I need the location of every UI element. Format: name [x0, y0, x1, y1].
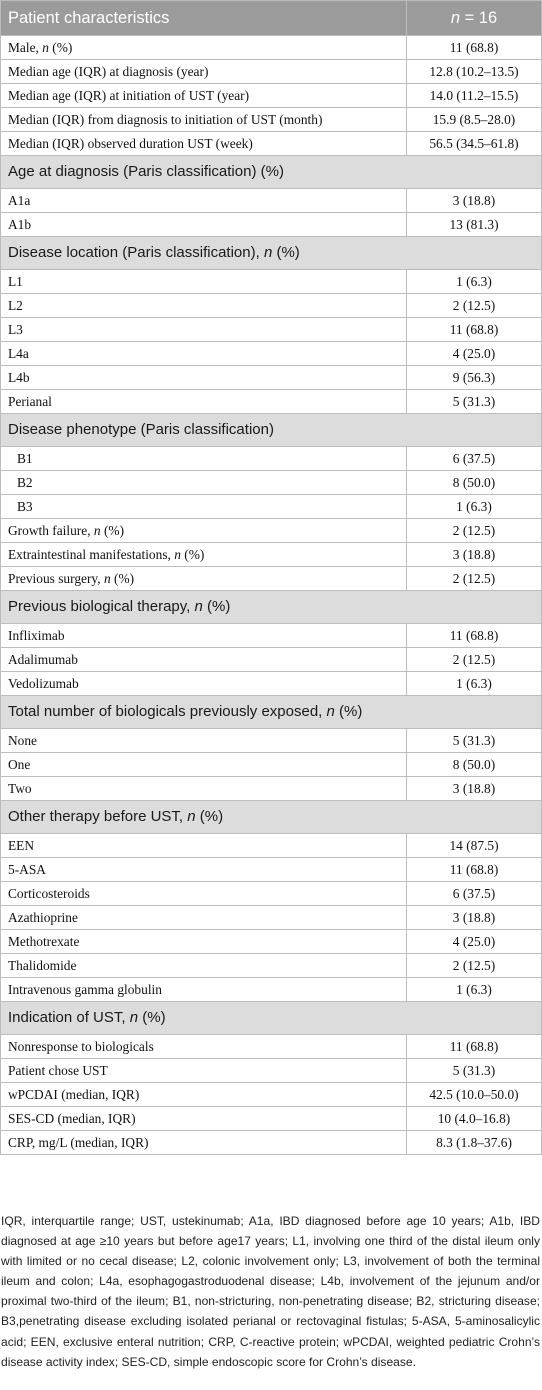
row-value: 8 (50.0): [407, 753, 542, 777]
table-row: [1, 624, 542, 648]
table-row: [1, 1131, 542, 1155]
table-row: [1, 108, 542, 132]
row-label-italic: n: [129, 1009, 139, 1026]
row-label-text: Patient chose UST: [8, 1063, 108, 1078]
row-label-text: Infliximab: [8, 628, 65, 643]
section-header-label: [1, 156, 542, 189]
table-row: [1, 36, 542, 60]
row-label: [1, 624, 407, 648]
section-header-label: [1, 696, 542, 729]
row-label: [1, 390, 407, 414]
row-label: [1, 567, 407, 591]
row-label-text: Previous surgery,: [8, 571, 104, 586]
row-value: 1 (6.3): [407, 495, 542, 519]
table-row: [1, 1035, 542, 1059]
row-label-text: Median (IQR) from diagnosis to initiation of UST (month): [8, 112, 323, 127]
row-label: [1, 834, 407, 858]
row-label-text: Total number of biologicals previously exposed,: [8, 703, 327, 720]
table-row: [1, 753, 542, 777]
row-label-text: Age at diagnosis (Paris classification) (%): [8, 163, 284, 180]
row-value: 11 (68.8): [407, 1035, 542, 1059]
row-value: 42.5 (10.0–50.0): [407, 1083, 542, 1107]
table-row: [1, 1083, 542, 1107]
row-label: [1, 648, 407, 672]
row-label-text: Disease location (Paris classification),: [8, 244, 264, 261]
table-row: [1, 648, 542, 672]
row-label-text: Disease phenotype (Paris classification): [8, 421, 274, 438]
row-label-text: A1a: [8, 193, 31, 208]
header-value-post: = 16: [460, 9, 498, 27]
table-row: [1, 1059, 542, 1083]
row-label-text: Growth failure,: [8, 523, 94, 538]
row-label-text: Azathioprine: [8, 910, 78, 925]
row-label-italic: n: [174, 547, 181, 562]
table-row: [1, 672, 542, 696]
row-value: 12.8 (10.2–13.5): [407, 60, 542, 84]
row-label-suffix: (%): [110, 571, 135, 586]
row-label-text: Perianal: [8, 394, 52, 409]
row-value: 14.0 (11.2–15.5): [407, 84, 542, 108]
row-label-italic: n: [93, 523, 101, 538]
row-label-text: Adalimumab: [8, 652, 78, 667]
row-label-text: Methotrexate: [8, 934, 80, 949]
row-value: 3 (18.8): [407, 777, 542, 801]
section-header-label: [1, 801, 542, 834]
table-row: [1, 954, 542, 978]
section-header-row: [1, 237, 542, 270]
row-label-text: Indication of UST,: [8, 1009, 130, 1026]
row-value: 2 (12.5): [407, 519, 542, 543]
table-row: [1, 567, 542, 591]
row-label: [1, 36, 407, 60]
row-label-text: B2: [17, 475, 33, 490]
row-label-suffix: (%): [272, 244, 300, 261]
row-label-text: Extraintestinal manifestations,: [8, 547, 175, 562]
row-label-suffix: (%): [138, 1009, 166, 1026]
row-label-italic: n: [42, 40, 49, 55]
table-row: [1, 132, 542, 156]
row-label-suffix: (%): [180, 547, 205, 562]
row-value: 15.9 (8.5–28.0): [407, 108, 542, 132]
section-header-row: [1, 1002, 542, 1035]
row-label-text: CRP, mg/L (median, IQR): [8, 1135, 149, 1150]
row-value: 11 (68.8): [407, 36, 542, 60]
table-row: [1, 543, 542, 567]
row-label: [1, 270, 407, 294]
row-value: 3 (18.8): [407, 543, 542, 567]
table-row: [1, 294, 542, 318]
row-label-suffix: (%): [334, 703, 363, 720]
row-label-text: Previous biological therapy,: [8, 598, 195, 615]
row-label-text: EEN: [8, 838, 35, 853]
row-value: 1 (6.3): [407, 672, 542, 696]
row-label-text: One: [8, 757, 31, 772]
row-label-italic: n: [103, 571, 111, 586]
row-label-text: Two: [8, 781, 32, 796]
table-row: [1, 189, 542, 213]
section-header-row: [1, 591, 542, 624]
row-label-text: Thalidomide: [8, 958, 77, 973]
row-value: 4 (25.0): [407, 930, 542, 954]
row-label-text: L4b: [8, 370, 30, 385]
row-label-suffix: (%): [48, 40, 73, 55]
row-label: [1, 84, 407, 108]
header-value-italic: n: [450, 9, 460, 27]
section-header-label: [1, 414, 542, 447]
section-header-label: [1, 237, 542, 270]
table-row: [1, 906, 542, 930]
row-value: 8.3 (1.8–37.6): [407, 1131, 542, 1155]
table-row: [1, 777, 542, 801]
table-row: [1, 495, 542, 519]
table-row: [1, 366, 542, 390]
table-row: [1, 390, 542, 414]
row-label-text: Median age (IQR) at initiation of UST (year): [8, 88, 250, 103]
row-label-suffix: (%): [202, 598, 231, 615]
row-label-italic: n: [194, 598, 203, 615]
table-row: [1, 447, 542, 471]
row-label: [1, 978, 407, 1002]
table-row: [1, 930, 542, 954]
row-label-text: A1b: [8, 217, 32, 232]
row-label-italic: n: [187, 808, 196, 825]
row-label: [1, 1035, 407, 1059]
row-label: [1, 366, 407, 390]
row-label: [1, 60, 407, 84]
row-label: [1, 906, 407, 930]
row-label-text: SES-CD (median, IQR): [8, 1111, 136, 1126]
row-value: 11 (68.8): [407, 624, 542, 648]
row-label-text: Male,: [8, 40, 43, 55]
table-row: [1, 318, 542, 342]
section-header-row: [1, 696, 542, 729]
row-label: [1, 729, 407, 753]
row-label: [1, 954, 407, 978]
row-value: 56.5 (34.5–61.8): [407, 132, 542, 156]
row-label: [1, 519, 407, 543]
row-label: [1, 471, 407, 495]
row-value: 4 (25.0): [407, 342, 542, 366]
table-row: [1, 858, 542, 882]
table-row: [1, 342, 542, 366]
row-value: 2 (12.5): [407, 567, 542, 591]
row-label: [1, 777, 407, 801]
row-value: 8 (50.0): [407, 471, 542, 495]
row-value: 5 (31.3): [407, 1059, 542, 1083]
row-label-text: L4a: [8, 346, 29, 361]
row-label: [1, 447, 407, 471]
row-value: 1 (6.3): [407, 978, 542, 1002]
row-value: 2 (12.5): [407, 294, 542, 318]
table-row: [1, 1107, 542, 1131]
header-value: [407, 1, 542, 36]
row-label: [1, 318, 407, 342]
section-header-row: [1, 156, 542, 189]
row-label-text: Median age (IQR) at diagnosis (year): [8, 64, 209, 79]
row-label-italic: n: [326, 703, 335, 720]
table-row: [1, 729, 542, 753]
row-label-text: Median (IQR) observed duration UST (week): [8, 136, 253, 151]
row-value: 9 (56.3): [407, 366, 542, 390]
table-row: [1, 60, 542, 84]
row-value: 5 (31.3): [407, 390, 542, 414]
row-label-text: 5-ASA: [8, 862, 46, 877]
table-row: [1, 84, 542, 108]
row-label: [1, 1107, 407, 1131]
row-value: 11 (68.8): [407, 318, 542, 342]
row-value: 14 (87.5): [407, 834, 542, 858]
row-label-suffix: (%): [195, 808, 224, 825]
row-value: 1 (6.3): [407, 270, 542, 294]
table-row: [1, 519, 542, 543]
row-label: [1, 189, 407, 213]
row-label-text: Other therapy before UST,: [8, 808, 188, 825]
row-label: [1, 1131, 407, 1155]
row-value: 5 (31.3): [407, 729, 542, 753]
section-header-label: [1, 1002, 542, 1035]
row-label: [1, 342, 407, 366]
section-header-row: [1, 414, 542, 447]
table-body: [1, 1, 542, 1155]
table-row: [1, 270, 542, 294]
row-label-text: None: [8, 733, 38, 748]
row-label-text: L1: [8, 274, 23, 289]
row-label: [1, 882, 407, 906]
row-label-text: Nonresponse to biologicals: [8, 1039, 154, 1054]
row-value: 10 (4.0–16.8): [407, 1107, 542, 1131]
row-label-text: Vedolizumab: [8, 676, 79, 691]
section-header-label: [1, 591, 542, 624]
row-label-text: B3: [17, 499, 33, 514]
row-value: 3 (18.8): [407, 906, 542, 930]
table-row: [1, 882, 542, 906]
row-value: 11 (68.8): [407, 858, 542, 882]
row-label: [1, 1059, 407, 1083]
row-label: [1, 858, 407, 882]
header-label: Patient characteristics: [1, 1, 407, 36]
row-label: [1, 1083, 407, 1107]
table-row: [1, 213, 542, 237]
row-label-text: Corticosteroids: [8, 886, 90, 901]
row-label: [1, 108, 407, 132]
table-row: [1, 834, 542, 858]
table-header-row: [1, 1, 542, 36]
row-value: 13 (81.3): [407, 213, 542, 237]
row-value: 3 (18.8): [407, 189, 542, 213]
row-label: [1, 930, 407, 954]
row-value: 2 (12.5): [407, 954, 542, 978]
row-label: [1, 672, 407, 696]
row-label-text: L2: [8, 298, 23, 313]
table-row: [1, 978, 542, 1002]
row-label-text: Intravenous gamma globulin: [8, 982, 162, 997]
row-label: [1, 213, 407, 237]
row-label-suffix: (%): [100, 523, 125, 538]
row-label: [1, 294, 407, 318]
row-label: [1, 132, 407, 156]
row-label-text: B1: [17, 451, 33, 466]
row-value: 6 (37.5): [407, 882, 542, 906]
row-label-italic: n: [263, 244, 273, 261]
row-label-text: L3: [8, 322, 23, 337]
section-header-row: [1, 801, 542, 834]
row-label: [1, 495, 407, 519]
row-label: [1, 543, 407, 567]
table-row: [1, 471, 542, 495]
row-label: [1, 753, 407, 777]
row-value: 6 (37.5): [407, 447, 542, 471]
row-label-text: wPCDAI (median, IQR): [8, 1087, 140, 1102]
row-value: 2 (12.5): [407, 648, 542, 672]
table-footnote: IQR, interquartile range; UST, ustekinumab; A1a, IBD diagnosed before age 10 years; A1b, IBD diagnosed at age ≥10 years but before age17 years; L1, involving one third of the distal ileum only with limited or no cecal disease; L2, colonic involvement only; L3, involvement of both the terminal ileum and colon; L4a, esophagogastroduodenal disease; L4b, involvement of the jejunum and/or proximal two-third of the ileum; B1, non-stricturing, non-penetrating disease; B2, stricturing disease; B3,penetrating disease excluding isolated perianal or rectovaginal fistulas; 5-ASA, 5-aminosalicylic acid; EEN, exclusive enteral nutrition; CRP, C-reactive protein; wPCDAI, weighted pediatric Crohn’s disease activity index; SES-CD, simple endoscopic score for Crohn’s disease.: [1, 1214, 540, 1369]
